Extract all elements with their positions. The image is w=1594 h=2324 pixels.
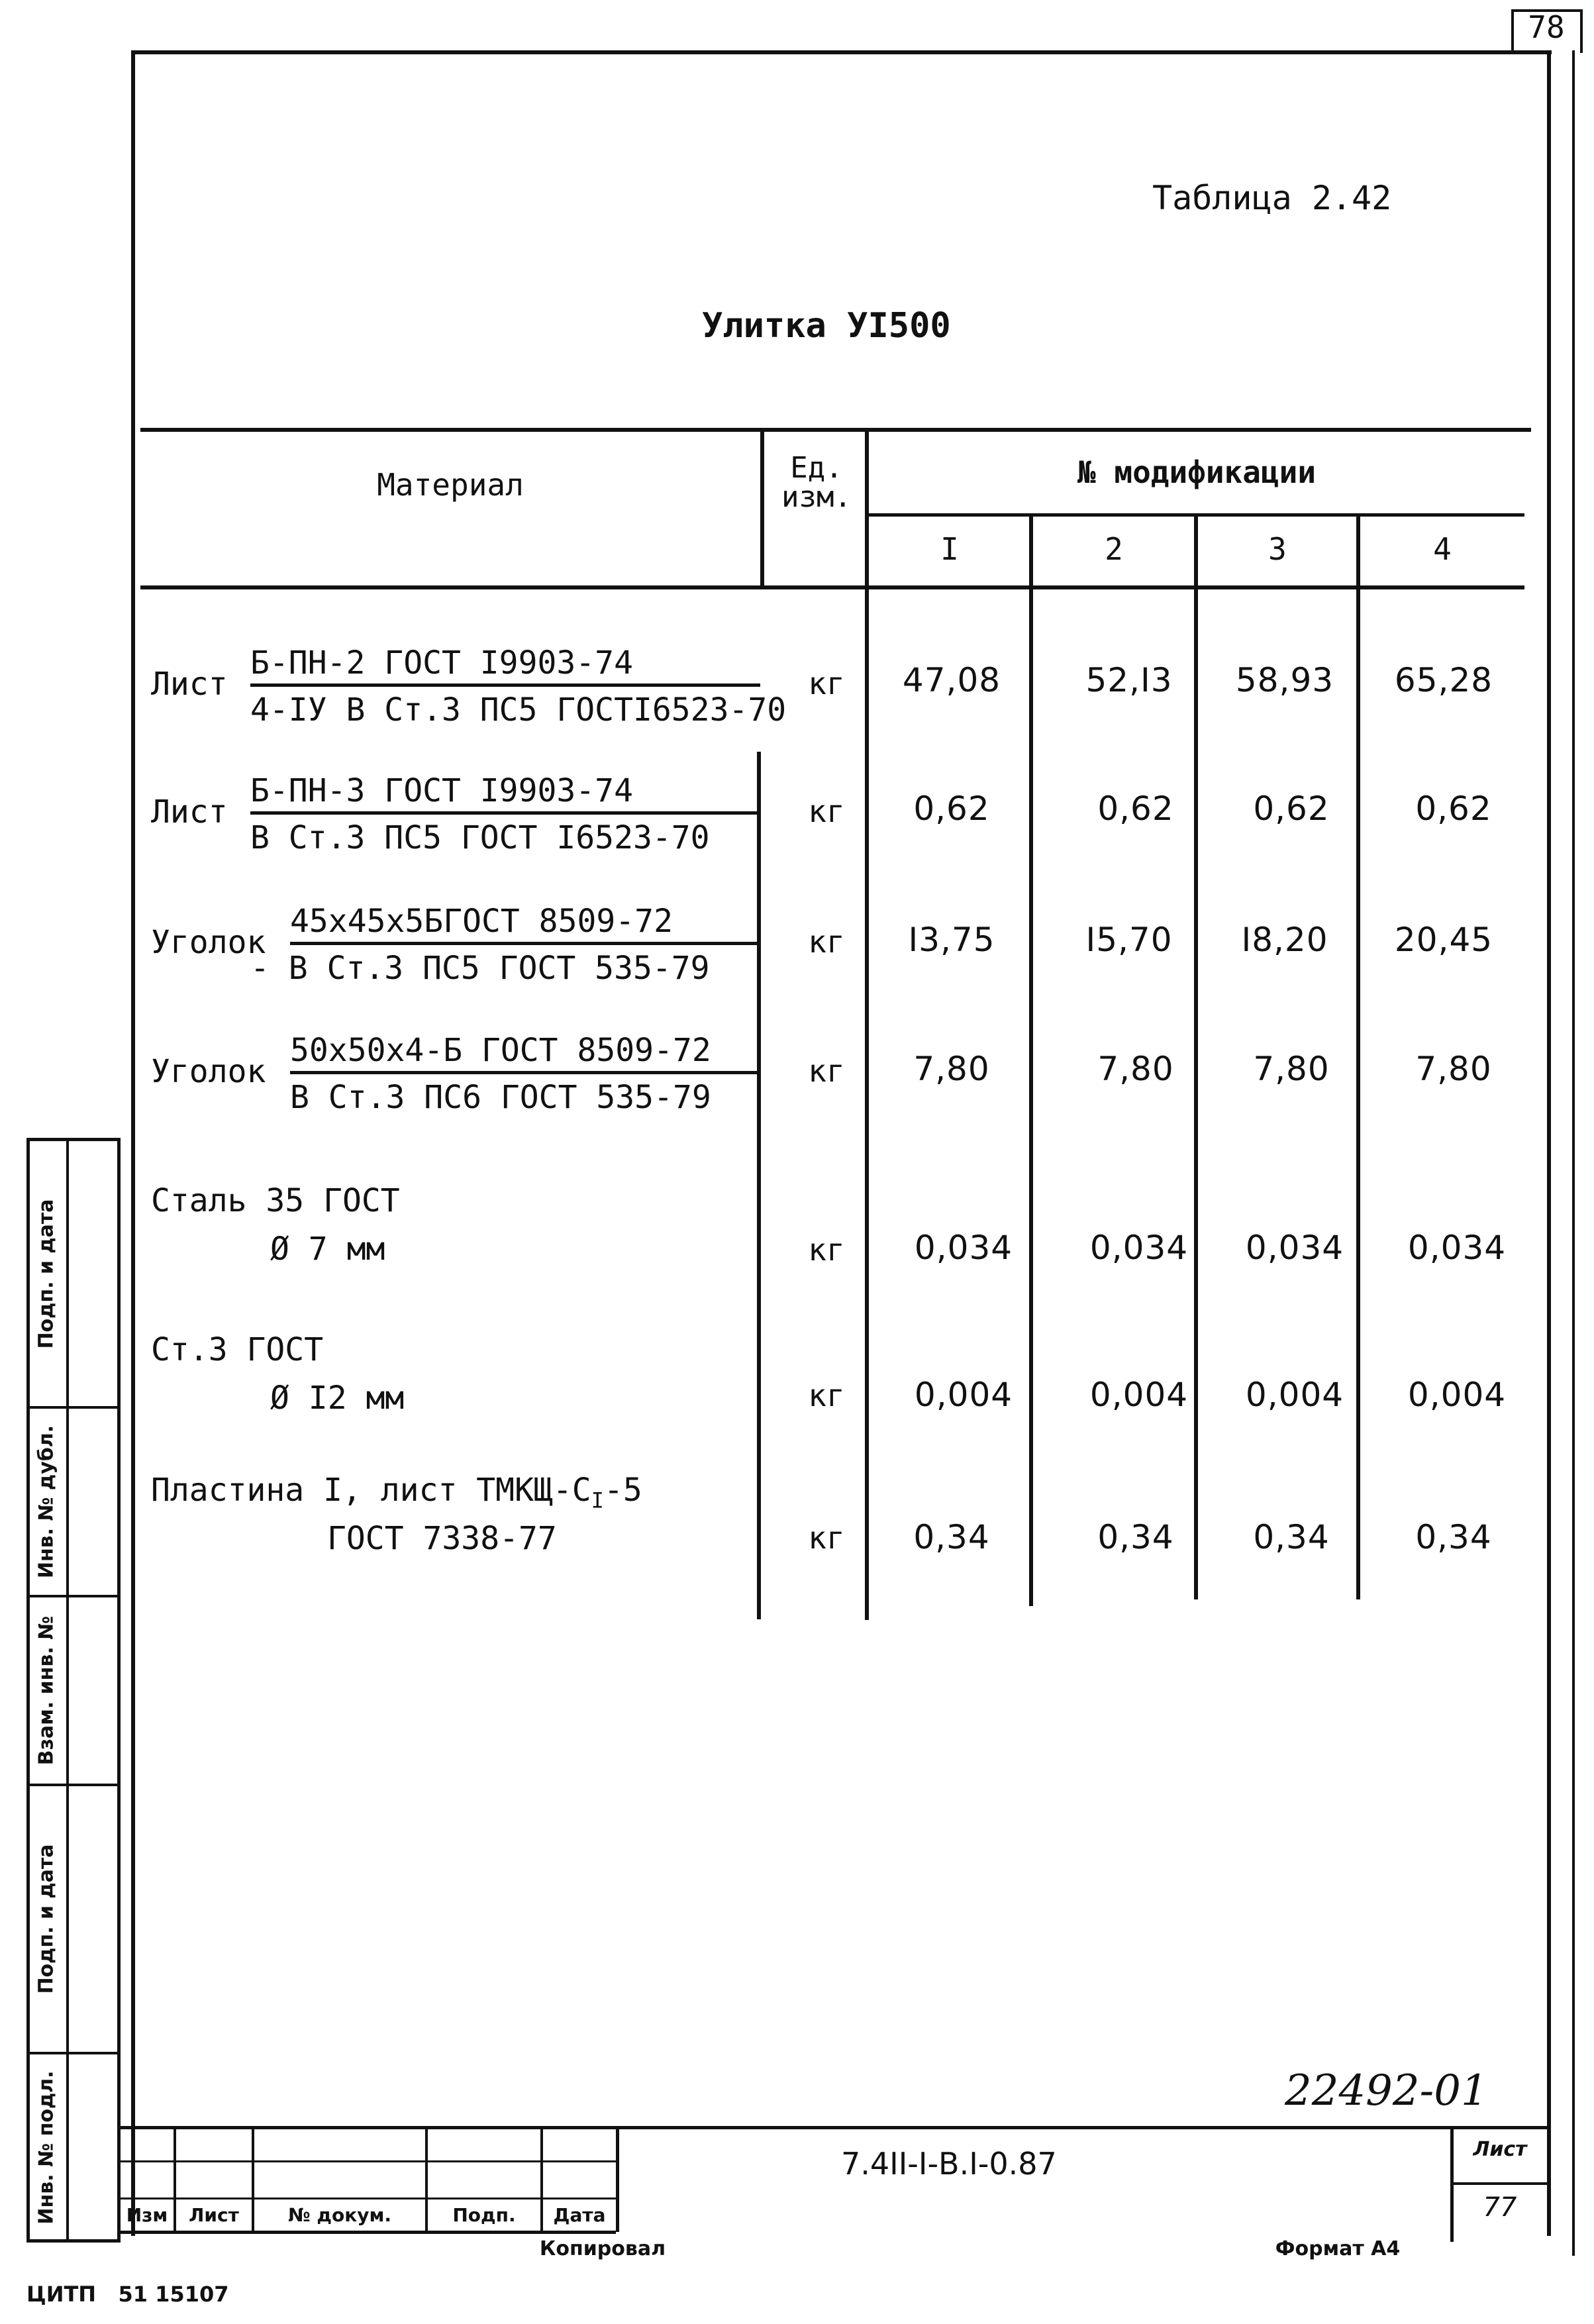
row4-fraction-line — [290, 1071, 760, 1074]
row2-material-name: Лист — [151, 793, 228, 831]
row3-value-2: I5,70 — [1085, 921, 1173, 959]
stamp-col-izm: Изм — [126, 2204, 168, 2226]
side-strip-divider-1 — [26, 1406, 121, 1409]
stamp-sheet-number: 77 — [1483, 2192, 1517, 2223]
frame-right — [1547, 50, 1551, 2236]
row1-value-2: 52,I3 — [1085, 661, 1173, 699]
row2-denominator: В Ст.3 ПС5 ГОСТ I6523-70 — [250, 819, 710, 856]
row2-fraction-line — [250, 811, 760, 815]
header-modification: № модификации — [1077, 454, 1317, 490]
row4-material-name: Уголок — [151, 1053, 266, 1090]
row3-value-3: I8,20 — [1241, 921, 1328, 959]
row5-value-3: 0,034 — [1245, 1229, 1344, 1267]
row2-value-3: 0,62 — [1253, 789, 1330, 828]
row4-value-1: 7,80 — [913, 1050, 990, 1088]
row1-material-name: Лист — [151, 666, 228, 703]
row5-line2: Ø 7 мм — [270, 1231, 385, 1268]
row1-denominator: 4-IУ В Ст.3 ПС5 ГОСТI6523-70 — [250, 691, 787, 729]
row1-material-spec — [250, 642, 786, 731]
row5-unit: кг — [808, 1232, 845, 1268]
side-label-sign-date-1: Подп. и дата — [34, 1199, 58, 1349]
row4-value-2: 7,80 — [1097, 1050, 1174, 1088]
row4-material-spec — [290, 1030, 760, 1118]
row6-line2: Ø I2 мм — [270, 1380, 405, 1417]
row7-line1 — [151, 1472, 642, 1513]
col-divider-material-body — [757, 752, 761, 1619]
stamp-top-line — [119, 2126, 1550, 2129]
row1-value-3: 58,93 — [1235, 661, 1334, 699]
side-label-sign-date-2: Подп. и дата — [34, 1844, 58, 1994]
row3-fraction-line — [290, 942, 760, 945]
row2-value-2: 0,62 — [1097, 789, 1174, 828]
header-mod-1: I — [940, 531, 959, 567]
side-strip-divider-2 — [26, 1595, 121, 1597]
header-material: Материал — [377, 467, 524, 503]
handwritten-number: 22492-01 — [1285, 2066, 1488, 2115]
frame-top — [131, 50, 1552, 54]
stamp-col-doc: № докум. — [287, 2204, 392, 2226]
header-unit: Ед. изм. — [781, 451, 852, 514]
stamp-format: Формат А4 — [1275, 2237, 1401, 2260]
frame-left — [131, 50, 135, 2236]
stamp-sheet-label: Лист — [1473, 2138, 1527, 2161]
row7-line1-text: Пластина I, лист ТМКЩ-C — [151, 1472, 591, 1509]
row4-denominator: В Ст.3 ПС6 ГОСТ 535-79 — [290, 1079, 711, 1116]
row3-value-1: I3,75 — [908, 921, 995, 959]
row7-line1-tail: -5 — [603, 1472, 642, 1509]
row5-value-1: 0,034 — [914, 1229, 1013, 1267]
row6-value-2: 0,004 — [1089, 1376, 1189, 1414]
stamp-col-sign: Подп. — [452, 2204, 516, 2226]
row1-value-1: 47,08 — [902, 661, 1001, 699]
col-divider-unit — [865, 428, 869, 1620]
stamp-col-date: Дата — [553, 2204, 606, 2226]
row2-unit: кг — [808, 793, 845, 829]
side-label-inv-dubl: Инв. № дубл. — [34, 1425, 58, 1579]
table-top-border — [140, 428, 1531, 432]
outer-right-edge — [1572, 50, 1575, 2256]
table-header-bottom — [140, 585, 1524, 589]
row1-value-4: 65,28 — [1394, 661, 1493, 699]
row6-value-1: 0,004 — [914, 1376, 1013, 1414]
row3-numerator: 45х45х5БГОСТ 8509-72 — [290, 903, 673, 940]
side-label-vzam-inv: Взам. инв. № — [34, 1615, 58, 1766]
row2-numerator: Б-ПН-3 ГОСТ I9903-74 — [250, 772, 633, 809]
row4-value-3: 7,80 — [1253, 1050, 1330, 1088]
row5-value-2: 0,034 — [1089, 1229, 1189, 1267]
row6-unit: кг — [808, 1378, 845, 1413]
row3-material-spec — [250, 901, 760, 989]
row5-value-4: 0,034 — [1407, 1229, 1507, 1267]
row2-material-spec — [250, 770, 760, 858]
row4-value-4: 7,80 — [1415, 1050, 1492, 1088]
table-label: Таблица 2.42 — [1152, 179, 1392, 217]
stamp-col-list: Лист — [189, 2204, 239, 2226]
row7-line2: ГОСТ 7338-77 — [327, 1520, 557, 1557]
header-mod-2: 2 — [1105, 531, 1123, 567]
page-title: Улитка УI500 — [702, 306, 951, 346]
stamp-copied: Копировал — [539, 2237, 666, 2260]
col-divider-material — [760, 428, 764, 587]
row3-unit: кг — [808, 924, 845, 960]
row6-value-3: 0,004 — [1245, 1376, 1344, 1414]
page-number: 78 — [1528, 9, 1565, 45]
row7-line1-subscript: I — [591, 1488, 604, 1513]
row4-numerator: 50х50х4-Б ГОСТ 8509-72 — [290, 1032, 711, 1069]
stamp-doc-code: 7.4II-I-В.I-0.87 — [841, 2146, 1057, 2182]
side-label-inv-podl: Инв. № подл. — [34, 2070, 58, 2225]
row4-unit: кг — [808, 1053, 845, 1089]
header-mod-3: 3 — [1268, 531, 1287, 567]
row3-material-name: Уголок — [151, 924, 266, 961]
row3-denominator: - В Ст.3 ПС5 ГОСТ 535-79 — [250, 950, 710, 987]
row2-value-1: 0,62 — [913, 789, 990, 828]
row5-line1: Сталь 35 ГОСТ — [151, 1182, 400, 1219]
footer-code: ЦИТП 51 15107 — [26, 2282, 229, 2307]
side-strip-divider-3 — [26, 1784, 121, 1786]
row1-numerator: Б-ПН-2 ГОСТ I9903-74 — [250, 644, 633, 682]
row7-unit: кг — [808, 1520, 845, 1556]
row2-value-4: 0,62 — [1415, 789, 1492, 828]
row6-value-4: 0,004 — [1407, 1376, 1507, 1414]
stamp-sheet-divider-h — [1450, 2182, 1550, 2185]
row3-value-4: 20,45 — [1394, 921, 1493, 959]
row6-line1: Ст.3 ГОСТ — [151, 1331, 324, 1368]
row7-value-4: 0,34 — [1415, 1518, 1492, 1556]
row7-value-2: 0,34 — [1097, 1518, 1174, 1556]
row1-unit: кг — [808, 666, 845, 701]
row7-value-3: 0,34 — [1253, 1518, 1330, 1556]
row1-fraction-line — [250, 683, 760, 687]
header-mod-4: 4 — [1433, 531, 1452, 567]
row7-value-1: 0,34 — [913, 1518, 990, 1556]
side-strip-divider-vertical — [66, 1138, 69, 2243]
